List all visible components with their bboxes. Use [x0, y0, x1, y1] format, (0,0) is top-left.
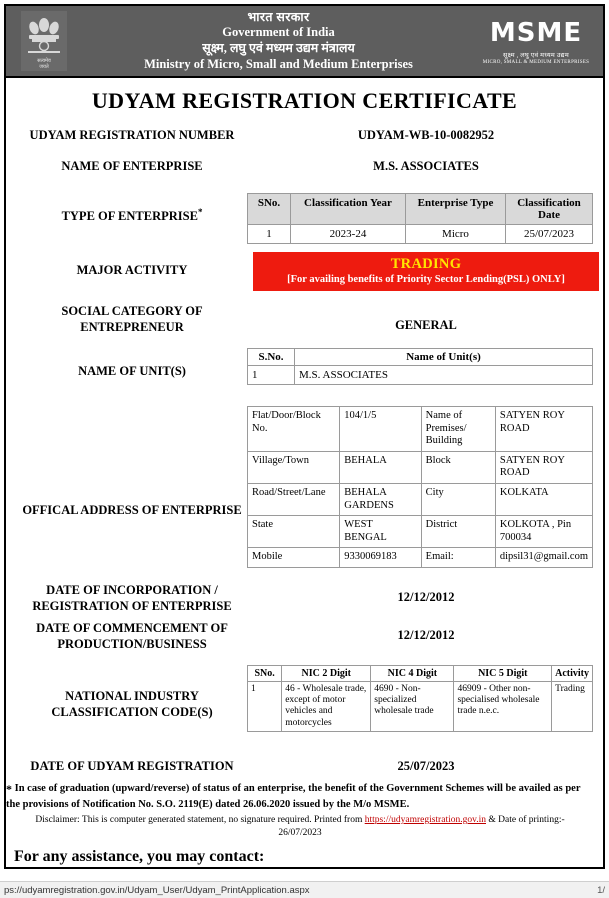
addr-key-mobile: Mobile — [248, 548, 340, 568]
nic-cell-5digit: 46909 - Other non-specialised wholesale trade n.e.c. — [454, 682, 552, 732]
value-registration-number: UDYAM-WB-10-0082952 — [357, 128, 495, 142]
addr-key-city: City — [421, 483, 495, 515]
label-nic-line2: CLASSIFICATION CODE(S) — [51, 704, 213, 719]
value-enterprise-name: M.S. ASSOCIATES — [373, 159, 479, 173]
label-social-category-line2: ENTREPRENEUR — [80, 319, 184, 334]
addr-key-state: State — [248, 516, 340, 548]
assistance-heading: For any assistance, you may contact: — [14, 848, 265, 865]
nic-cell-sno: 1 — [248, 682, 282, 732]
label-registration-number: UDYAM REGISTRATION NUMBER — [29, 128, 235, 142]
footnote-asterisk: * — [6, 782, 12, 796]
table-header-row — [248, 666, 593, 682]
addr-value-email: dipsil31@gmail.com — [495, 548, 592, 568]
nic-cell-activity: Trading — [552, 682, 593, 732]
type-cell-type: Micro — [406, 225, 506, 244]
disclaimer-suffix: & Date of printing:- — [486, 815, 565, 825]
name-of-units-table — [247, 348, 593, 385]
table-header-row — [248, 349, 593, 366]
header-hindi-government: भारत सरकार — [247, 9, 310, 24]
table-row — [248, 483, 593, 515]
type-col-classification-year: Classification Year — [291, 194, 406, 225]
addr-value-road-street-lane: BEHALA GARDENS — [340, 483, 421, 515]
nic-col-5digit: NIC 5 Digit — [454, 666, 552, 682]
msme-logo-text: MSME — [489, 17, 583, 48]
browser-status-bar — [0, 881, 609, 898]
disclaimer-print-date: 26/07/2023 — [278, 827, 322, 838]
type-col-classification-date: Classification Date — [506, 194, 593, 225]
label-social-category — [12, 304, 252, 335]
value-social-category: GENERAL — [395, 318, 457, 332]
label-type-of-enterprise-text: TYPE OF ENTERPRISE — [61, 209, 198, 224]
label-commencement-date — [12, 621, 252, 652]
page-title: UDYAM REGISTRATION CERTIFICATE — [91, 88, 518, 113]
label-commencement-line2: PRODUCTION/BUSINESS — [57, 636, 207, 651]
nic-col-4digit: NIC 4 Digit — [371, 666, 454, 682]
label-udyam-registration-date: DATE OF UDYAM REGISTRATION — [30, 759, 234, 773]
addr-value-block: SATYEN ROY ROAD — [495, 451, 592, 483]
svg-text:सत्यमेव: सत्यमेव — [37, 58, 51, 64]
addr-key-block: Block — [421, 451, 495, 483]
table-row — [248, 407, 593, 452]
major-activity-banner — [253, 252, 599, 291]
national-emblem-icon — [6, 6, 82, 76]
table-row — [248, 451, 593, 483]
addr-key-district: District — [421, 516, 495, 548]
label-commencement-line1: DATE OF COMMENCEMENT OF — [36, 621, 228, 635]
nic-codes-table — [247, 665, 593, 732]
type-of-enterprise-table — [247, 193, 593, 244]
status-bar-page-indicator: 1/ — [597, 884, 605, 896]
label-major-activity: MAJOR ACTIVITY — [76, 263, 188, 277]
udyam-portal-link[interactable]: https://udyamregistration.gov.in — [364, 815, 486, 825]
graduation-footnote — [6, 782, 594, 811]
type-col-sno: SNo. — [248, 194, 291, 225]
type-cell-date: 25/07/2023 — [506, 225, 593, 244]
addr-value-state: WEST BENGAL — [340, 516, 421, 548]
nic-col-2digit: NIC 2 Digit — [282, 666, 371, 682]
msme-hindi-subtitle: सूक्ष्म , लघु एवं मध्यम उद्यम — [503, 51, 569, 59]
value-commencement-date: 12/12/2012 — [397, 628, 455, 642]
addr-key-premises: Name of Premises/ Building — [421, 407, 495, 452]
nic-cell-2digit: 46 - Wholesale trade, except of motor vehicles and motorcycles — [282, 682, 371, 732]
label-nic-codes — [12, 689, 252, 720]
msme-english-subtitle: MICRO, SMALL & MEDIUM ENTERPRISES — [482, 59, 590, 65]
addr-value-district: KOLKOTA , Pin 700034 — [495, 516, 592, 548]
units-cell-sno: 1 — [248, 366, 295, 385]
label-name-of-units: NAME OF UNIT(S) — [78, 364, 186, 378]
addr-value-city: KOLKATA — [495, 483, 592, 515]
msme-logo — [475, 6, 603, 76]
nic-col-sno: SNo. — [248, 666, 282, 682]
nic-cell-4digit: 4690 - Non-specialized wholesale trade — [371, 682, 454, 732]
label-nic-line1: NATIONAL INDUSTRY — [65, 689, 199, 703]
units-cell-name: M.S. ASSOCIATES — [295, 366, 593, 385]
nic-col-activity: Activity — [552, 666, 593, 682]
disclaimer-prefix: Disclaimer: This is computer generated statement, no signature required. Printed from — [35, 815, 365, 825]
addr-key-village-town: Village/Town — [248, 451, 340, 483]
label-type-asterisk: * — [197, 207, 203, 217]
major-activity-note: [For availing benefits of Priority Sector Lending(PSL) ONLY] — [287, 274, 565, 285]
addr-key-email: Email: — [421, 548, 495, 568]
footnote-line1: In case of graduation (upward/reverse) of status of an enterprise, the benefit of the Government Schemes will be availed as per — [12, 783, 581, 794]
table-row — [248, 682, 593, 732]
header-hindi-ministry: सूक्ष्म, लघु एवं मध्यम उद्यम मंत्रालय — [202, 41, 355, 55]
units-col-sno: S.No. — [248, 349, 295, 366]
header-english-government: Government of India — [222, 25, 335, 40]
footnote-line2: the provisions of Notification No. S.O. 2119(E) dated 26.06.2020 issued by the M/o MSME. — [6, 798, 410, 810]
label-incorporation-date — [12, 583, 252, 614]
label-incorporation-line2: REGISTRATION OF ENTERPRISE — [32, 598, 232, 613]
type-cell-sno: 1 — [248, 225, 291, 244]
header-titles — [82, 10, 475, 73]
value-udyam-registration-date: 25/07/2023 — [397, 759, 455, 773]
label-enterprise-name: NAME OF ENTERPRISE — [61, 159, 203, 173]
label-type-of-enterprise — [12, 207, 252, 225]
value-incorporation-date: 12/12/2012 — [397, 590, 455, 604]
type-col-enterprise-type: Enterprise Type — [406, 194, 506, 225]
units-col-name: Name of Unit(s) — [295, 349, 593, 366]
addr-value-village-town: BEHALA — [340, 451, 421, 483]
addr-value-mobile: 9330069183 — [340, 548, 421, 568]
status-bar-url: ps://udyamregistration.gov.in/Udyam_User/Udyam_PrintApplication.aspx — [4, 884, 310, 896]
disclaimer — [6, 814, 594, 840]
label-official-address: OFFICAL ADDRESS OF ENTERPRISE — [22, 503, 242, 517]
addr-value-flat-door-block: 104/1/5 — [340, 407, 421, 452]
table-row — [248, 548, 593, 568]
addr-value-premises: SATYEN ROY ROAD — [495, 407, 592, 452]
svg-text:जयते: जयते — [39, 64, 49, 70]
label-incorporation-line1: DATE OF INCORPORATION / — [46, 583, 218, 597]
label-social-category-line1: SOCIAL CATEGORY OF — [61, 304, 203, 318]
table-header-row — [248, 194, 593, 225]
addr-key-road-street-lane: Road/Street/Lane — [248, 483, 340, 515]
major-activity-value: TRADING — [390, 256, 462, 272]
addr-key-flat-door-block: Flat/Door/Block No. — [248, 407, 340, 452]
official-address-table — [247, 406, 593, 568]
type-cell-year: 2023-24 — [291, 225, 406, 244]
table-row — [248, 516, 593, 548]
table-row — [248, 225, 593, 244]
document-header — [6, 6, 603, 78]
table-row — [248, 366, 593, 385]
header-english-ministry: Ministry of Micro, Small and Medium Enterprises — [144, 56, 413, 71]
